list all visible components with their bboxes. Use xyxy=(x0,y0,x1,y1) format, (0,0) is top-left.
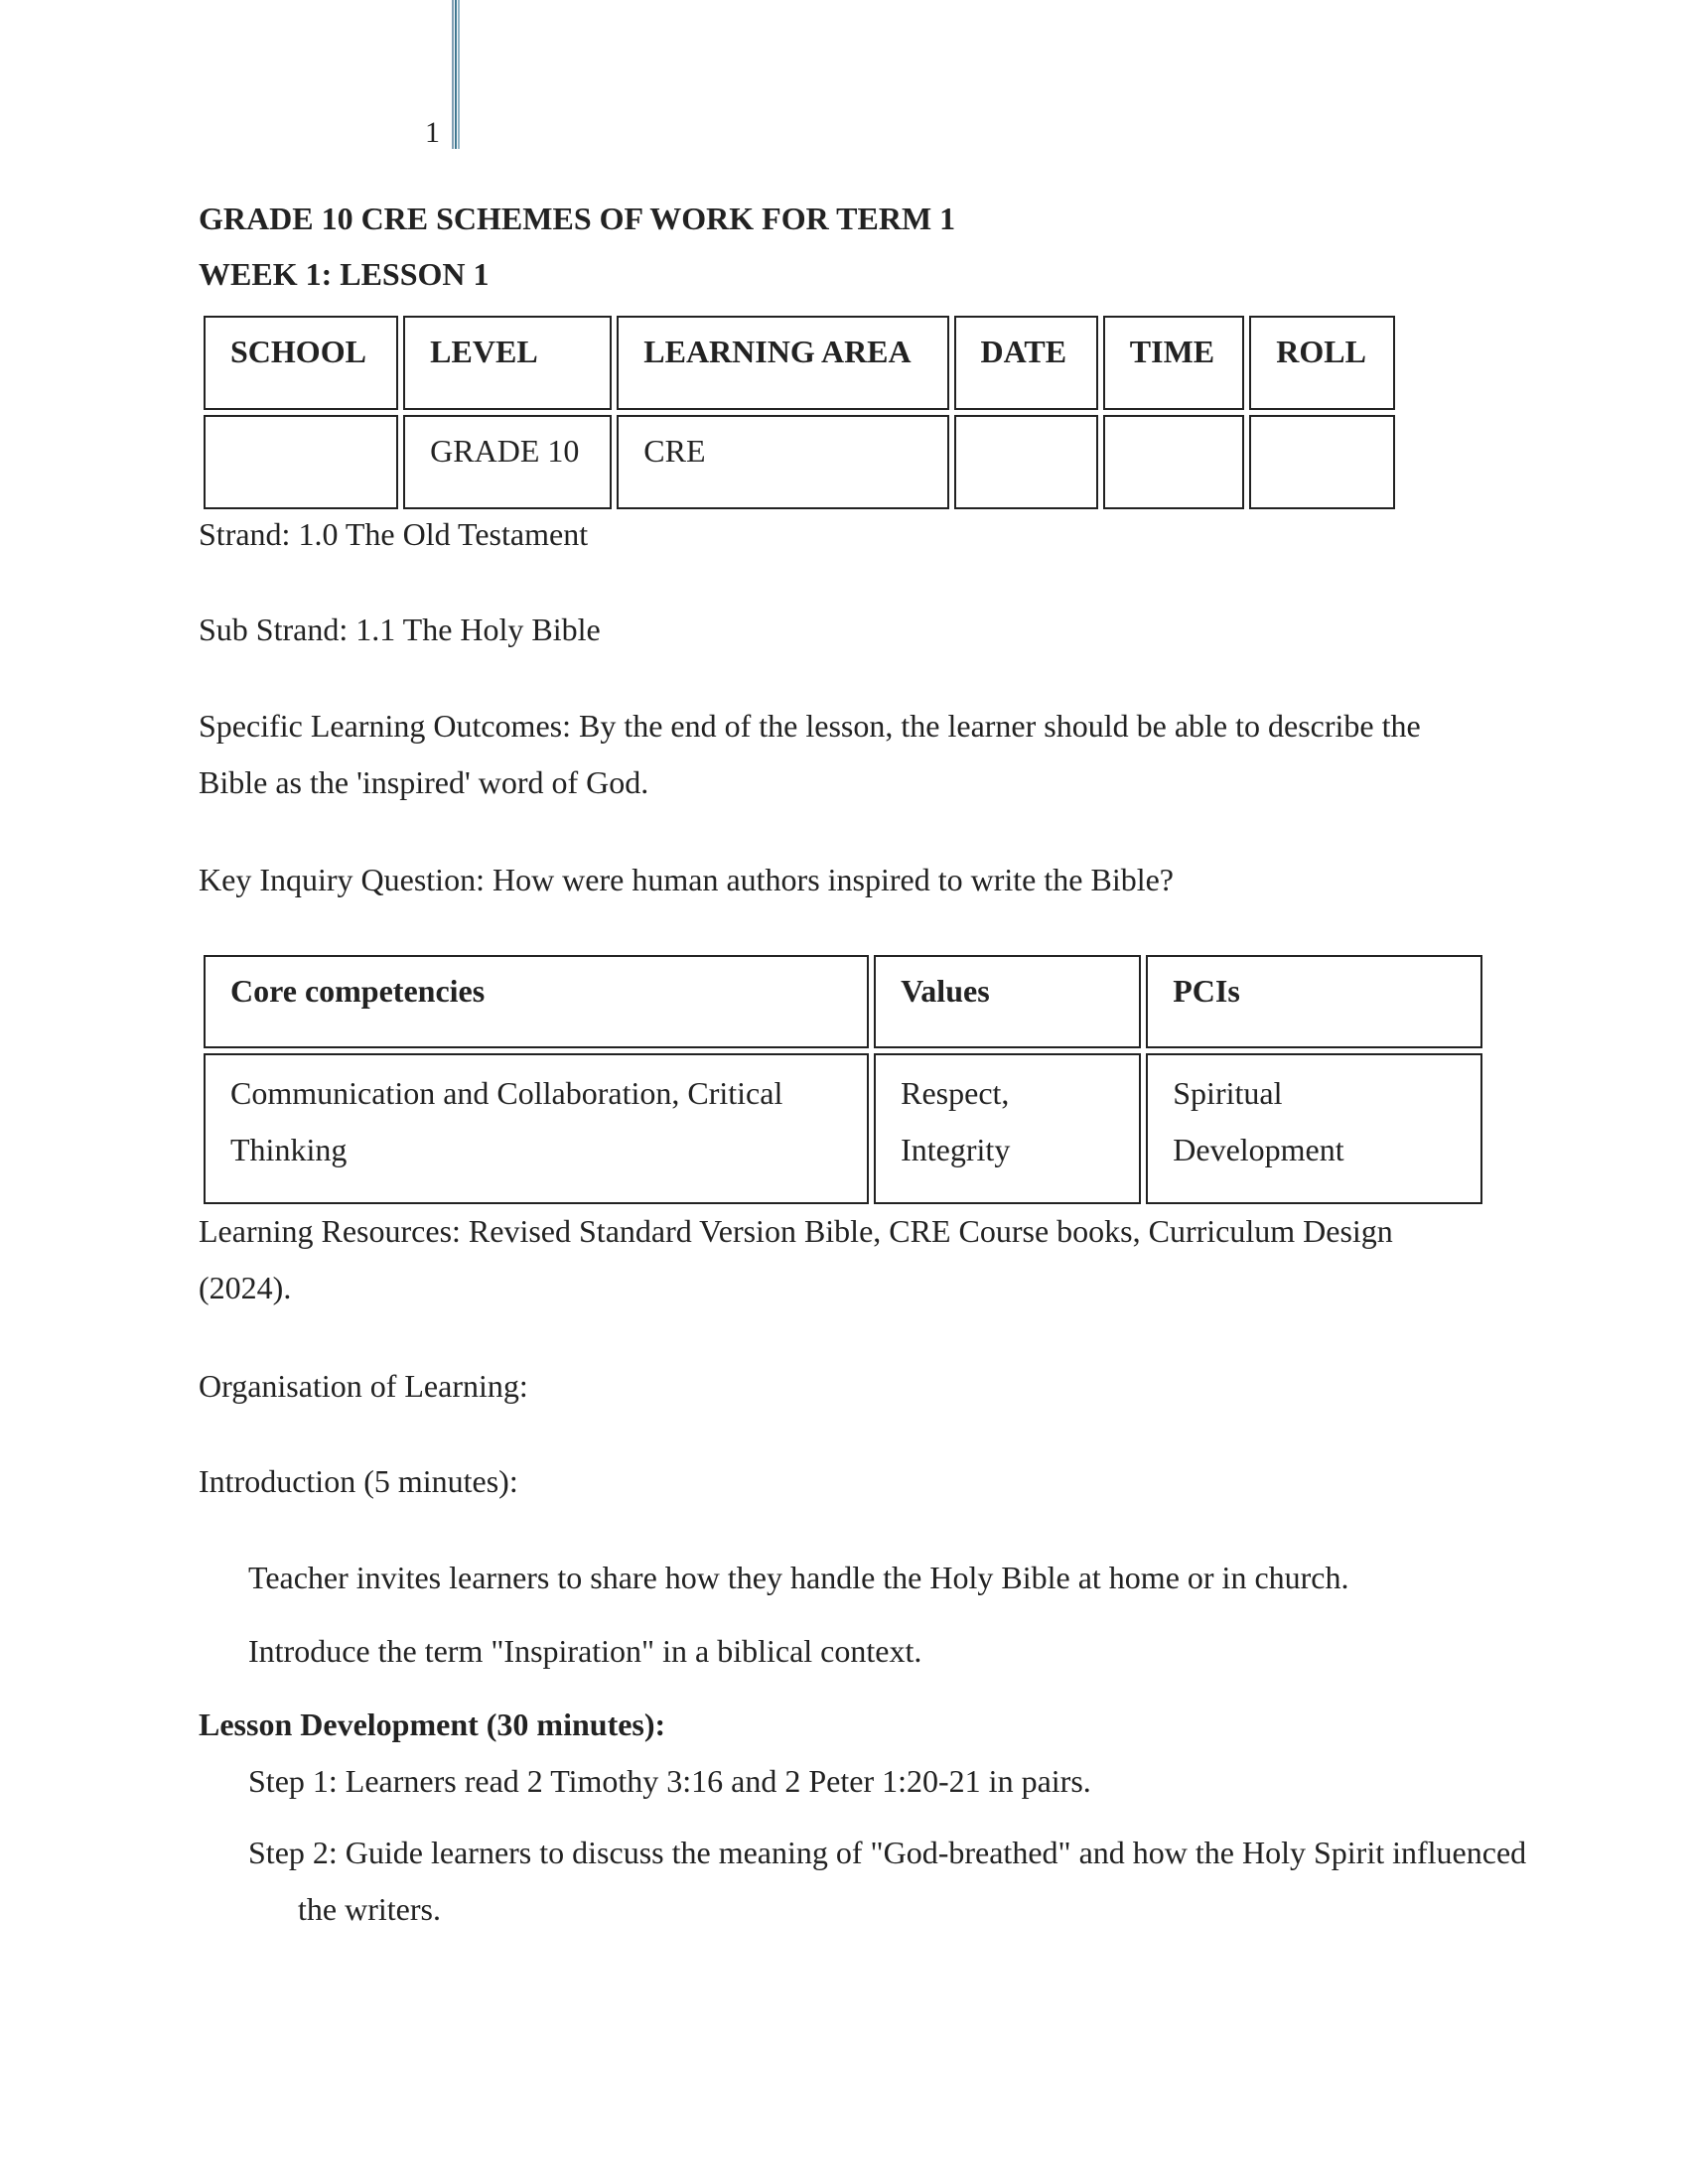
page-number: 1 xyxy=(425,116,440,149)
development-step: Step 1: Learners read 2 Timothy 3:16 and 2 Peter 1:20-21 in pairs. xyxy=(248,1763,1091,1799)
competencies-value-row xyxy=(204,1053,1482,1204)
value-date xyxy=(954,415,1098,509)
header-core-competencies: Core competencies xyxy=(204,955,869,1048)
introduction-item: Introduce the term "Inspiration" in a biblical context. xyxy=(248,1633,922,1669)
key-inquiry-question: Key Inquiry Question: How were human authors inspired to write the Bible? xyxy=(199,862,1174,897)
header-level: LEVEL xyxy=(403,316,612,410)
introduction-heading: Introduction (5 minutes): xyxy=(199,1463,518,1499)
lesson-info-value-row xyxy=(204,415,1395,509)
lesson-development-heading: Lesson Development (30 minutes): xyxy=(199,1706,666,1742)
value-level: GRADE 10 xyxy=(403,415,612,509)
header-values: Values xyxy=(874,955,1141,1048)
value-roll xyxy=(1249,415,1395,509)
competencies-table xyxy=(199,950,1487,1209)
sub-strand: Sub Strand: 1.1 The Holy Bible xyxy=(199,612,601,647)
value-pcis: Spiritual Development xyxy=(1146,1053,1482,1204)
header-learning-area: LEARNING AREA xyxy=(617,316,948,410)
organisation-of-learning: Organisation of Learning: xyxy=(199,1368,528,1404)
header-date: DATE xyxy=(954,316,1098,410)
value-core-competencies: Communication and Collaboration, Critical Thinking xyxy=(204,1053,869,1204)
header-pcis: PCIs xyxy=(1146,955,1482,1048)
lesson-info-table xyxy=(199,311,1400,514)
value-values: Respect, Integrity xyxy=(874,1053,1141,1204)
competencies-header-row xyxy=(204,955,1482,1048)
header-school: SCHOOL xyxy=(204,316,398,410)
header-roll: ROLL xyxy=(1249,316,1395,410)
development-step: Step 2: Guide learners to discuss the meaning of "God-breathed" and how the Holy Spirit influenced the writers. xyxy=(248,1835,1527,1927)
introduction-item: Teacher invites learners to share how they handle the Holy Bible at home or in church. xyxy=(248,1560,1349,1595)
lesson-info-header-row xyxy=(204,316,1395,410)
value-school xyxy=(204,415,398,509)
strand: Strand: 1.0 The Old Testament xyxy=(199,516,589,552)
learning-outcomes: Specific Learning Outcomes: By the end of the lesson, the learner should be able to describe the Bible as the 'inspired' word of God. xyxy=(199,708,1421,800)
learning-resources: Learning Resources: Revised Standard Version Bible, CRE Course books, Curriculum Design (2024). xyxy=(199,1213,1393,1305)
header-rule xyxy=(452,0,460,149)
header-time: TIME xyxy=(1103,316,1245,410)
lesson-heading: WEEK 1: LESSON 1 xyxy=(199,256,490,292)
value-time xyxy=(1103,415,1245,509)
document-title: GRADE 10 CRE SCHEMES OF WORK FOR TERM 1 xyxy=(199,201,956,236)
value-learning-area: CRE xyxy=(617,415,948,509)
